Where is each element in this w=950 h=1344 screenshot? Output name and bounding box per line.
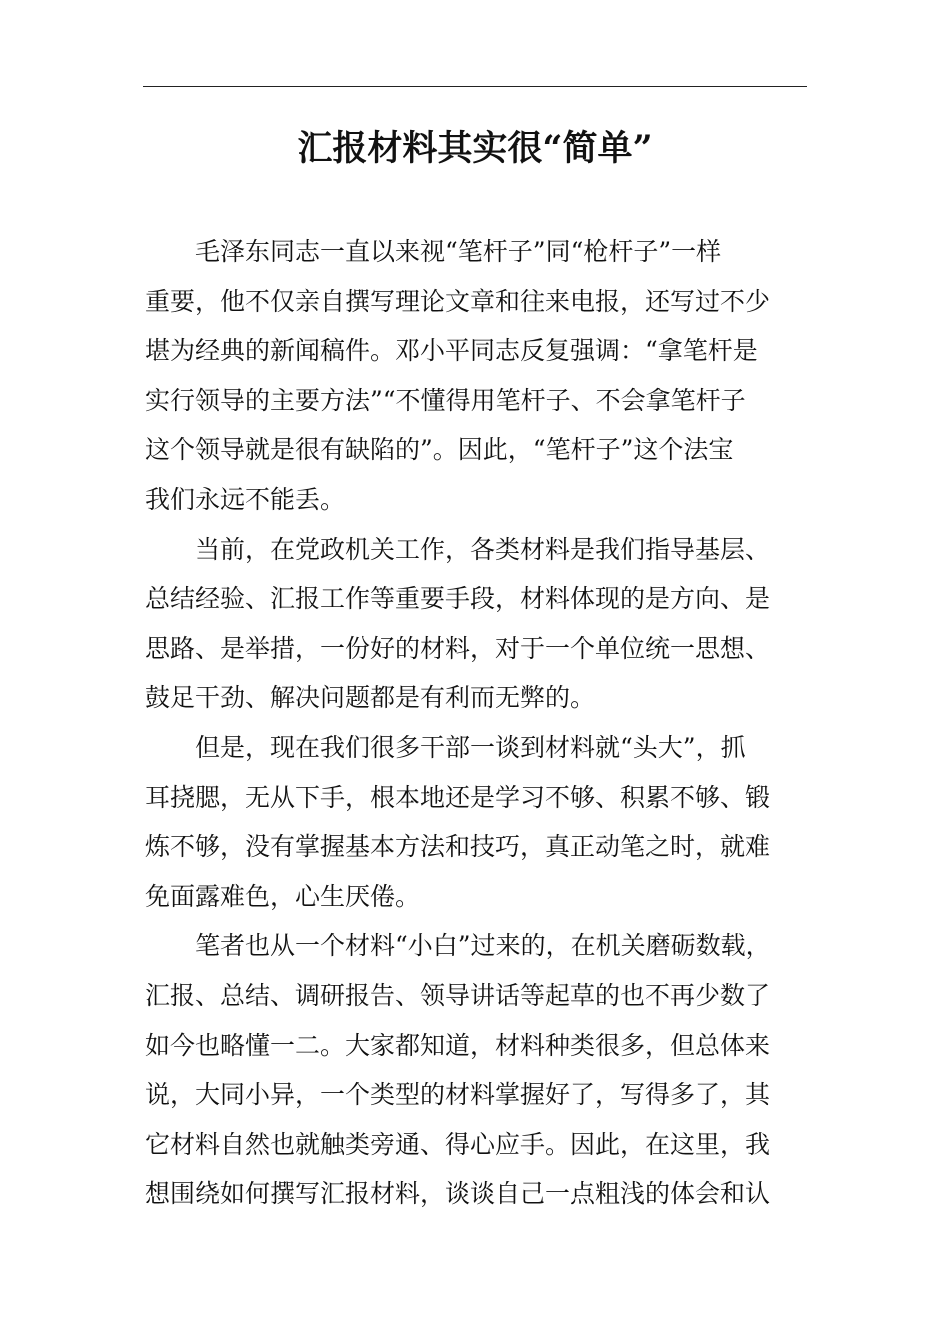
paragraph-1-line-2: 重要，他不仅亲自撰写理论文章和往来电报，还写过不少 (145, 286, 771, 316)
paragraph-4-line-2: 汇报、总结、调研报告、领导讲话等起草的也不再少数了 (145, 980, 771, 1010)
paragraph-3-line-1: 但是，现在我们很多干部一谈到材料就“头大”，抓 (195, 732, 746, 762)
paragraph-2-line-4: 鼓足干劲、解决问题都是有利而无弊的。 (145, 683, 596, 713)
paragraph-2-line-1: 当前，在党政机关工作，各类材料是我们指导基层、 (195, 534, 771, 564)
paragraph-3-line-3: 炼不够，没有掌握基本方法和技巧，真正动笔之时，就难 (145, 832, 771, 862)
paragraph-4-line-5: 它材料自然也就触类旁通、得心应手。因此，在这里，我 (145, 1129, 771, 1159)
paragraph-1-line-5: 这个领导就是很有缺陷的”。因此，“笔杆子”这个法宝 (145, 435, 734, 465)
document-title: 汇报材料其实很“简单” (297, 128, 653, 169)
paragraph-2-line-2: 总结经验、汇报工作等重要手段，材料体现的是方向、是 (145, 584, 771, 614)
paragraph-4-line-4: 说，大同小异，一个类型的材料掌握好了，写得多了，其 (145, 1080, 771, 1110)
document-body (145, 227, 820, 1219)
paragraph-4-line-3: 如今也略懂一二。大家都知道，材料种类很多，但总体来 (145, 1030, 771, 1060)
paragraph-4-line-6: 想围绕如何撰写汇报材料，谈谈自己一点粗浅的体会和认 (145, 1179, 771, 1209)
paragraph-1-line-1: 毛泽东同志一直以来视“笔杆子”同“枪杆子”一样 (195, 237, 722, 266)
paragraph-1-line-6: 我们永远不能丢。 (145, 484, 346, 514)
paragraph-1-line-3: 堪为经典的新闻稿件。邓小平同志反复强调：“拿笔杆是 (145, 336, 758, 366)
header-rule (143, 86, 807, 87)
paragraph-4-line-1: 笔者也从一个材料“小白”过来的，在机关磨砺数载， (195, 931, 771, 961)
paragraph-1-line-4: 实行领导的主要方法”“不懂得用笔杆子、不会拿笔杆子 (145, 385, 746, 415)
paragraph-3-line-2: 耳挠腮，无从下手，根本地还是学习不够、积累不够、锻 (145, 782, 771, 812)
paragraph-3-line-4: 免面露难色，心生厌倦。 (145, 881, 421, 911)
paragraph-2-line-3: 思路、是举措，一份好的材料，对于一个单位统一思想、 (145, 633, 771, 663)
